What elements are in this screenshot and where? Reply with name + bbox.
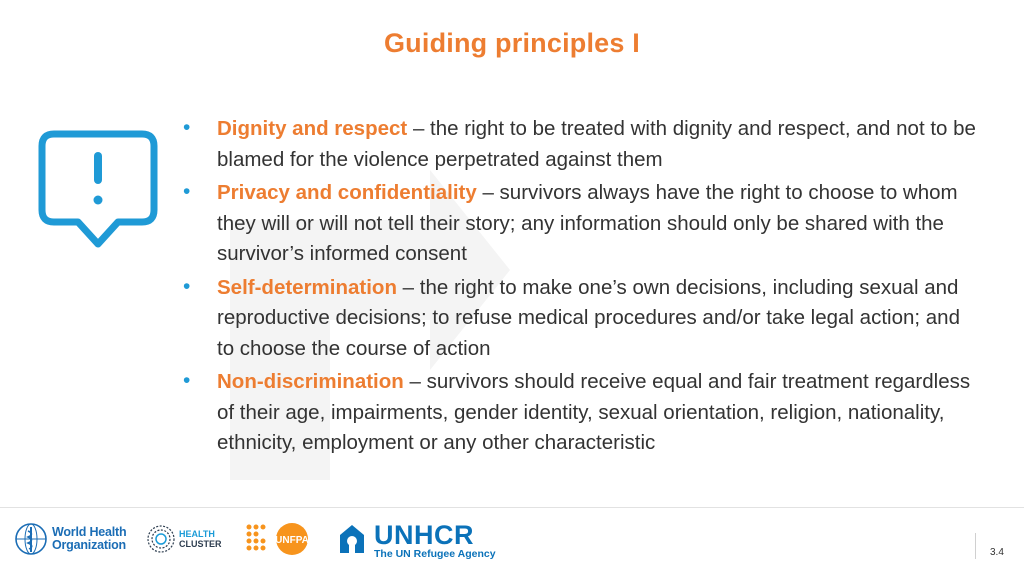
principle-text: the right to be treated with dignity and respect, and not to be blamed for the violence perpetrated against them <box>217 117 976 171</box>
bullet-icon: • <box>183 116 191 139</box>
principle-text: survivors should receive equal and fair treatment regardless of their age, impairments, gender identity, sexual orientation, religion, nationality, ethnicity, employment or any other characteristic <box>217 370 971 454</box>
page-number-divider <box>975 533 976 559</box>
list-item <box>180 273 980 365</box>
principle-separator: – <box>396 275 420 299</box>
principle-separator: – <box>407 117 431 140</box>
who-emblem-icon <box>14 522 48 556</box>
health-cluster-emblem-icon <box>146 522 176 556</box>
unhcr-logo <box>334 522 496 560</box>
principle-term: Non-discrimination <box>217 370 404 393</box>
health-cluster-line2: CLUSTER <box>179 539 222 549</box>
principle-term: Privacy and confidentiality <box>217 181 477 204</box>
principle-separator: – <box>403 370 427 393</box>
page-number: 3.4 <box>990 547 1004 558</box>
who-name-line2: Organization <box>52 538 126 552</box>
list-item <box>180 114 980 175</box>
alert-speech-bubble-icon <box>36 128 160 252</box>
list-item <box>180 178 980 270</box>
footer <box>0 508 1024 576</box>
bullet-icon: • <box>183 369 191 392</box>
principle-separator: – <box>476 181 500 204</box>
who-logo <box>14 522 126 556</box>
who-name-line1: World Health <box>52 525 127 539</box>
unhcr-name: UNHCR <box>374 520 474 550</box>
unfpa-emblem-icon <box>244 522 314 556</box>
unfpa-logo <box>244 522 314 556</box>
health-cluster-line1: HEALTH <box>179 529 215 539</box>
unfpa-wordmark: UNFPA <box>275 535 309 546</box>
principle-text: the right to make one’s own decisions, including sexual and reproductive decisions; to refuse medical procedures and/or take legal action; and to choose the course of action <box>217 275 960 360</box>
health-cluster-logo <box>146 522 222 556</box>
unhcr-tagline: The UN Refugee Agency <box>374 548 496 560</box>
principles-list <box>180 114 980 462</box>
principle-term: Self-determination <box>217 275 397 299</box>
slide-title: Guiding principles I <box>383 28 641 58</box>
bullet-icon: • <box>183 274 191 298</box>
unhcr-emblem-icon <box>334 523 370 559</box>
principle-term: Dignity and respect <box>217 117 408 140</box>
principle-text: survivors always have the right to choose to whom they will or will not tell their story; any information should only be shared with the survivor’s informed consent <box>217 181 958 265</box>
bullet-icon: • <box>183 180 191 203</box>
list-item <box>180 367 980 459</box>
